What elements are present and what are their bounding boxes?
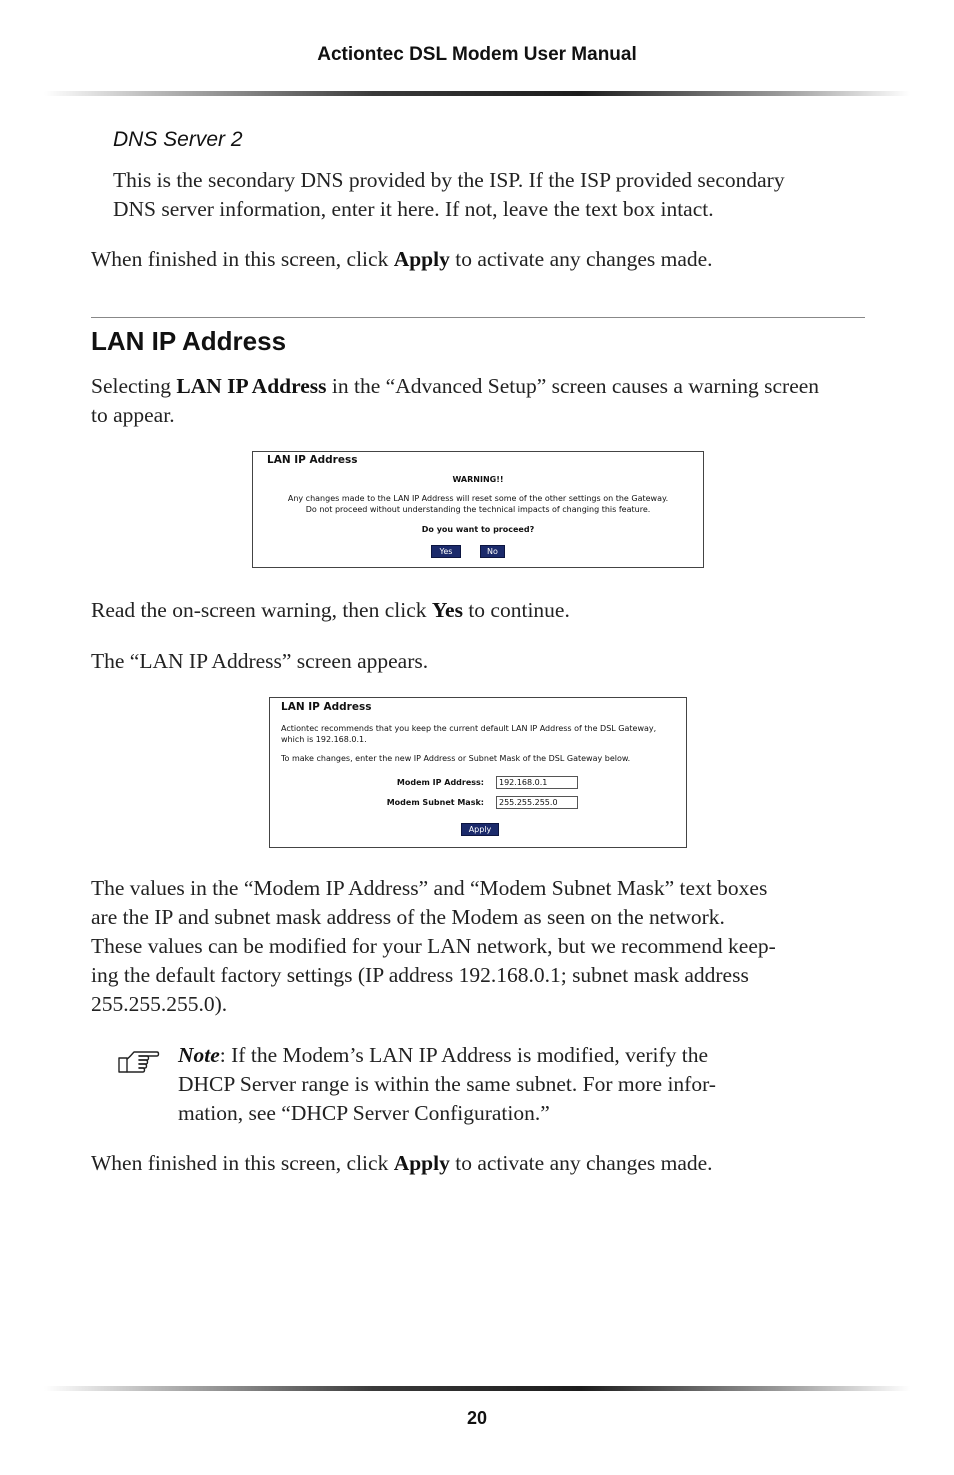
note-line-2: DHCP Server range is within the same subnet. For more infor- xyxy=(178,1072,716,1096)
apply-pre: When finished in this screen, click xyxy=(91,247,394,271)
apply2-post: to activate any changes made. xyxy=(449,1151,713,1175)
lan-ip-screenshot xyxy=(269,697,687,848)
dns2-line-1: This is the secondary DNS provided by the ISP. If the ISP provided secondary xyxy=(113,168,785,192)
dns-server-2-subhead: DNS Server 2 xyxy=(113,128,243,151)
footer-rule xyxy=(44,1386,910,1391)
note-block xyxy=(178,1041,716,1128)
intro-post: in the “Advanced Setup” screen causes a warning screen xyxy=(326,374,820,398)
warning-heading: WARNING!! xyxy=(452,475,504,484)
page-number: 20 xyxy=(466,1408,488,1428)
apply-post: to activate any changes made. xyxy=(449,247,713,271)
warning-screenshot xyxy=(252,451,704,568)
note-line-1-text: : If the Modem’s LAN IP Address is modified, verify the xyxy=(219,1043,709,1067)
read-pre: Read the on-screen warning, then click xyxy=(91,598,432,622)
warning-screen-title: LAN IP Address xyxy=(267,454,358,466)
values-line-2: are the IP and subnet mask address of the Modem as seen on the network. xyxy=(91,905,725,929)
header-rule xyxy=(44,91,910,96)
note-line-3: mation, see “DHCP Server Configuration.” xyxy=(178,1101,550,1125)
values-line-3: These values can be modified for your LAN network, but we recommend keep- xyxy=(91,934,776,958)
modem-subnet-label: Modem Subnet Mask: xyxy=(386,798,484,807)
values-line-4: ing the default factory settings (IP address 192.168.0.1; subnet mask address xyxy=(91,963,749,987)
lan-line-2: which is 192.168.0.1. xyxy=(281,735,367,744)
section-intro xyxy=(91,372,819,430)
read-bold: Yes xyxy=(431,598,463,622)
apply-instruction-1 xyxy=(91,245,713,274)
intro-bold: LAN IP Address xyxy=(176,374,327,398)
lan-screen-title: LAN IP Address xyxy=(281,701,372,713)
read-warning-instruction xyxy=(91,596,570,625)
modem-subnet-input[interactable]: 255.255.255.0 xyxy=(496,796,578,809)
intro-line-1 xyxy=(91,372,819,401)
lan-line-3: To make changes, enter the new IP Address or Subnet Mask of the DSL Gateway below. xyxy=(281,754,631,763)
lan-line-1: Actiontec recommends that you keep the current default LAN IP Address of the DSL Gateway, xyxy=(281,724,657,733)
warning-question: Do you want to proceed? xyxy=(421,525,535,534)
apply2-pre: When finished in this screen, click xyxy=(91,1151,394,1175)
apply2-bold: Apply xyxy=(393,1151,450,1175)
warning-line-2: Do not proceed without understanding the technical impacts of changing this feature. xyxy=(305,505,651,514)
warning-line-1: Any changes made to the LAN IP Address will reset some of the other settings on the Gateway. xyxy=(287,494,669,503)
values-line-1: The values in the “Modem IP Address” and “Modem Subnet Mask” text boxes xyxy=(91,876,768,900)
dns2-line-2: DNS server information, enter it here. If not, leave the text box intact. xyxy=(113,197,714,221)
no-button[interactable]: No xyxy=(480,545,505,558)
section-divider xyxy=(91,317,865,318)
apply-button[interactable]: Apply xyxy=(461,823,499,836)
section-title: LAN IP Address xyxy=(91,326,287,356)
running-header: Actiontec DSL Modem User Manual xyxy=(317,44,637,65)
note-label: Note xyxy=(178,1043,220,1067)
read-post: to continue. xyxy=(462,598,570,622)
dns2-description xyxy=(113,166,785,224)
yes-button[interactable]: Yes xyxy=(431,545,461,558)
apply-bold: Apply xyxy=(393,247,450,271)
pointing-hand-icon xyxy=(117,1048,161,1076)
values-paragraph xyxy=(91,874,776,1019)
modem-ip-label: Modem IP Address: xyxy=(396,778,484,787)
intro-pre: Selecting xyxy=(91,374,177,398)
modem-ip-input[interactable]: 192.168.0.1 xyxy=(496,776,578,789)
screen-appears-text: The “LAN IP Address” screen appears. xyxy=(91,649,429,673)
intro-line-2: to appear. xyxy=(91,403,175,427)
apply-instruction-2 xyxy=(91,1149,713,1178)
values-line-5: 255.255.255.0). xyxy=(91,992,228,1016)
note-line-1 xyxy=(178,1041,716,1070)
